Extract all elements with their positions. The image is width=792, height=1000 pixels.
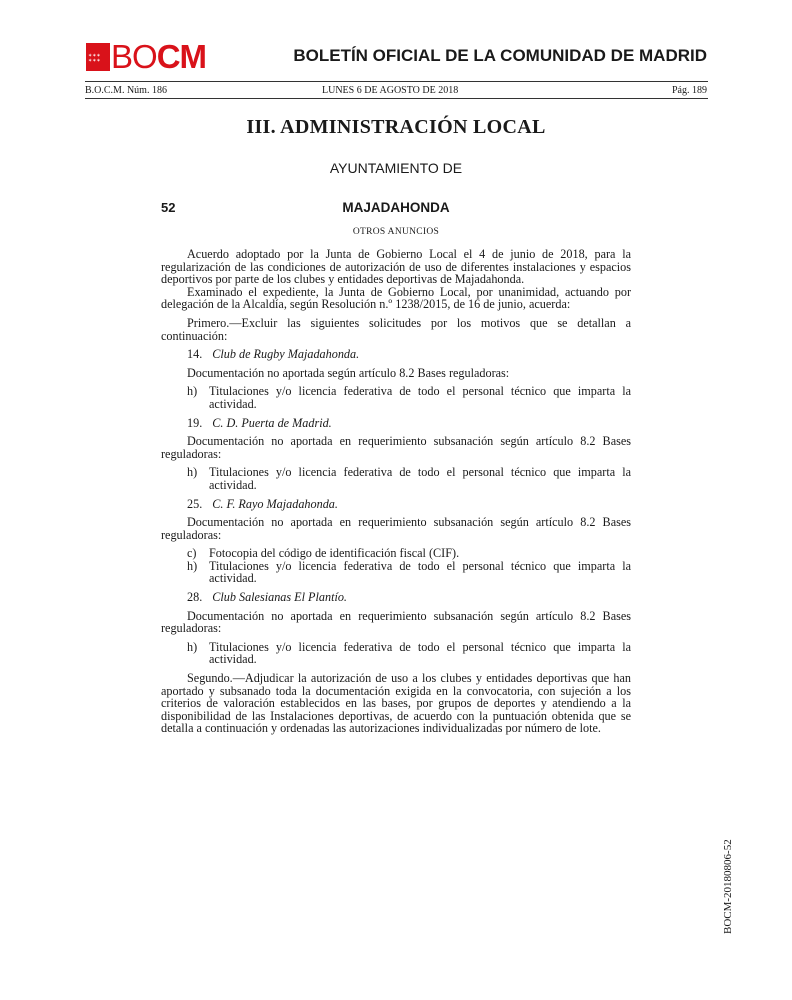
exclusion-reason: Documentación no aportada en requerimiento subsanación según artículo 8.2 Bases reguladoras:	[161, 515, 631, 542]
list-item: h) Titulaciones y/o licencia federativa de todo el personal técnico que imparta la actividad.	[187, 465, 631, 492]
section-title: III. ADMINISTRACIÓN LOCAL	[246, 116, 546, 138]
announcement-number: 52	[161, 200, 176, 215]
exclusion-reason: Documentación no aportada en requerimiento subsanación según artículo 8.2 Bases reguladoras:	[161, 608, 631, 636]
publication-title: BOLETÍN OFICIAL DE LA COMUNIDAD DE MADRID	[293, 46, 707, 65]
logo-text-light: BO	[111, 38, 157, 75]
list-item: h) Titulaciones y/o licencia federativa de todo el personal técnico que imparta la actividad.	[187, 639, 631, 667]
club-heading: 25. C. F. Rayo Majadahonda.	[187, 496, 338, 511]
document-body	[161, 248, 631, 735]
announcement-category: OTROS ANUNCIOS	[352, 227, 440, 237]
issue-number: B.O.C.M. Núm. 186	[85, 85, 167, 96]
list-item: c) Fotocopia del código de identificación fiscal (CIF).	[187, 546, 460, 561]
paragraph: Primero.—Excluir las siguientes solicitudes por los motivos que se detallan a continuación:	[161, 315, 631, 343]
header-rule-top	[85, 81, 708, 82]
club-heading: 14. Club de Rugby Majadahonda.	[187, 347, 360, 362]
paragraph: Examinado el expediente, la Junta de Gobierno Local, por unanimidad, actuando por delegación de la Alcaldía, según Resolución n.º 1238/2015, de 16 de junio, acuerda:	[161, 284, 631, 312]
list-item: h) Titulaciones y/o licencia federativa de todo el personal técnico que imparta la actividad.	[187, 384, 631, 411]
page-number: Pág. 189	[672, 85, 707, 96]
logo-text-bold: CM	[156, 38, 207, 75]
issue-date: LUNES 6 DE AGOSTO DE 2018	[322, 85, 459, 96]
club-heading: 28. Club Salesianas El Plantío.	[187, 590, 347, 605]
list-item: h) Titulaciones y/o licencia federativa de todo el personal técnico que imparta la actividad.	[187, 558, 631, 586]
header-rule-bottom	[85, 98, 708, 99]
exclusion-reason: Documentación no aportada en requerimiento subsanación según artículo 8.2 Bases reguladoras:	[161, 434, 631, 461]
paragraph: Acuerdo adoptado por la Junta de Gobierno Local el 4 de junio de 2018, para la regularización de las condiciones de autorización de uso de diferentes instalaciones y espacios deportivos por parte de los clubes y entidades deportivas de Majadahonda.	[161, 247, 631, 287]
madrid-flag-icon: ✶✶✶ ✶✶✶	[86, 43, 110, 71]
document-code: BOCM-20180806-52	[722, 839, 734, 934]
club-heading: 19. C. D. Puerta de Madrid.	[187, 415, 332, 430]
exclusion-reason: Documentación no aportada según artículo 8.2 Bases reguladoras:	[187, 365, 510, 380]
entity-prefix: AYUNTAMIENTO DE	[329, 160, 463, 176]
paragraph: Segundo.—Adjudicar la autorización de uso a los clubes y entidades deportivas que han aportado y subsanado toda la documentación exigida en la convocatoria, con sujeción a los criterios de valoración establecidos en las bases, por grupos de deportes y atendiendo a la disponibilidad de las Instalaciones deportivas, de acuerdo con la puntuación obtenida que se detalla a continuación y ordenadas las autorizaciones individualizadas por número de lote.	[161, 671, 631, 736]
bocm-logo	[86, 38, 207, 75]
municipality-name: MAJADAHONDA	[342, 200, 450, 215]
